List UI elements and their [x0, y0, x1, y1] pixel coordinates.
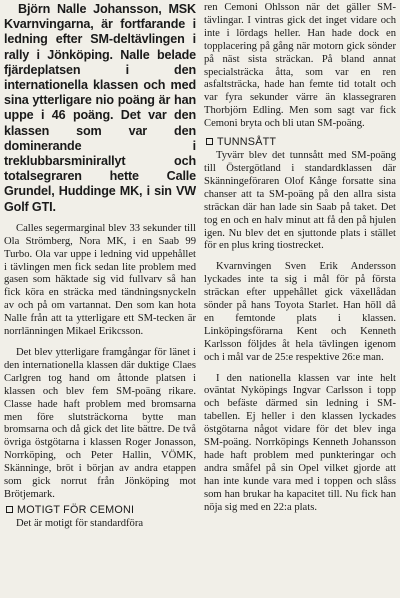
square-bullet-icon [6, 506, 13, 513]
subhead-label: TUNNSÅTT [217, 136, 277, 149]
subhead-tunnsatt [204, 136, 396, 149]
article-paragraph: Det blev ytterligare framgångar för länet i den internationella klassen där duktige Claes Carlgren tog hand om åttonde platsen i klassen och blev fem SM-poäng rikare. Classe hade haft problem med bromsarna men före slutsträckorna bytte man bromsarna och då gick det lite bättre. De två övriga östgötarna i klassen Roger Jonasson, Norrköping, och Peter Hallin, VÖMK, Skänninge, bröt i början av andra etappen som gick norrut från Jönköping mot Brötjemark. [4, 347, 196, 500]
subhead-motigt [4, 504, 196, 517]
article-lead: Björn Nalle Johansson, MSK Kvarnvingarna, är fortfarande i ledning efter SM-deltävlingen i rally i Jönköping. Nalle belade fjärdeplatsen i den internationella klassen och med sina ytterligare nio poäng är han uppe i 46 poäng. Det var den klassen som var den dominerande i treklubbarsminirallyt och totalsegraren hette Calle Grundel, Huddinge MK, i sin VW Golf GTI. [4, 2, 196, 214]
article-paragraph: Kvarnvingen Sven Erik Andersson lyckades inte ta sig i mål för på första sträckan efter uppehållet gick växellådan sönder på hans Toyota Starlet. Han höll då en femtonde plats i klassen. Linköpingsförarna Kent och Kenneth Karlsson följdes åt hela tävlingen igenom och i mål var de 25:e respektive 26:e man. [204, 261, 396, 363]
article-paragraph-continuation: ren Cemoni Ohlsson när det gäller SM-tävlingar. I vintras gick det inget vidare och inte i lördags heller. Han hade dock en topplacering på gång när motorn gick sönder på näst sista sträckan. På bland annat specialsträcka åtta, som var en ren asfaltsträcka, hade han femte tid totalt och var fyra sekunder värre än klassegraren Thorbjörn Edling. Men som sagt var fick Cemoni bryta och bli utan SM-poäng. [204, 2, 396, 130]
article-paragraph: I den nationella klassen var inte helt oväntat Nyköpings Ingvar Carlsson i topp och befäste därmed sin ledning i SM-tabellen. Ej heller i den klassen lyckades östgötarna något vidare för det blev inga SM-poäng. Norrköpings Kenneth Johansson hade haft problem med punkteringar och andra småfel på sin Opel vilket gjorde att han inte kunde vara med i toppen och slåss som han brukar ha kapacitet till. Nu fick han nöja sig med en 22:a plats. [204, 372, 396, 513]
subhead-label: MOTIGT FÖR CEMONI [17, 503, 135, 516]
square-bullet-icon [206, 138, 213, 145]
column-right [204, 2, 396, 598]
article-paragraph: Calles segermarginal blev 33 sekunder till Ola Strömberg, Nora MK, i en Saab 99 Turbo. Ola var uppe i ledning vid uppehållet i tävlingen men fick sedan lite problem med gasen som häktade sig vid fullvarv så han fick köra en sträcka med tändningsnyckeln av och på om vartannat. Den som kan hota Nalle från att ta ytterligare ett SM-tecken är norrlänningen Mikael Erikcsson. [4, 222, 196, 338]
article-paragraph: Tyvärr blev det tunnsått med SM-poäng till Östergötland i standardklassen där Skänningeföraren Olof Kånge forsatte sina chanser att ta SM-poäng på den allra sista sträckan där han lade sin Saab på taket. Det tog en och en halv minut att få den på hjulen igen. Nu blev det en sjuttonde plats i stället för en plus kring tiostrecket. [204, 150, 396, 252]
article-paragraph-continued: Det är motigt för standardföra [16, 517, 144, 529]
column-left [4, 2, 196, 598]
